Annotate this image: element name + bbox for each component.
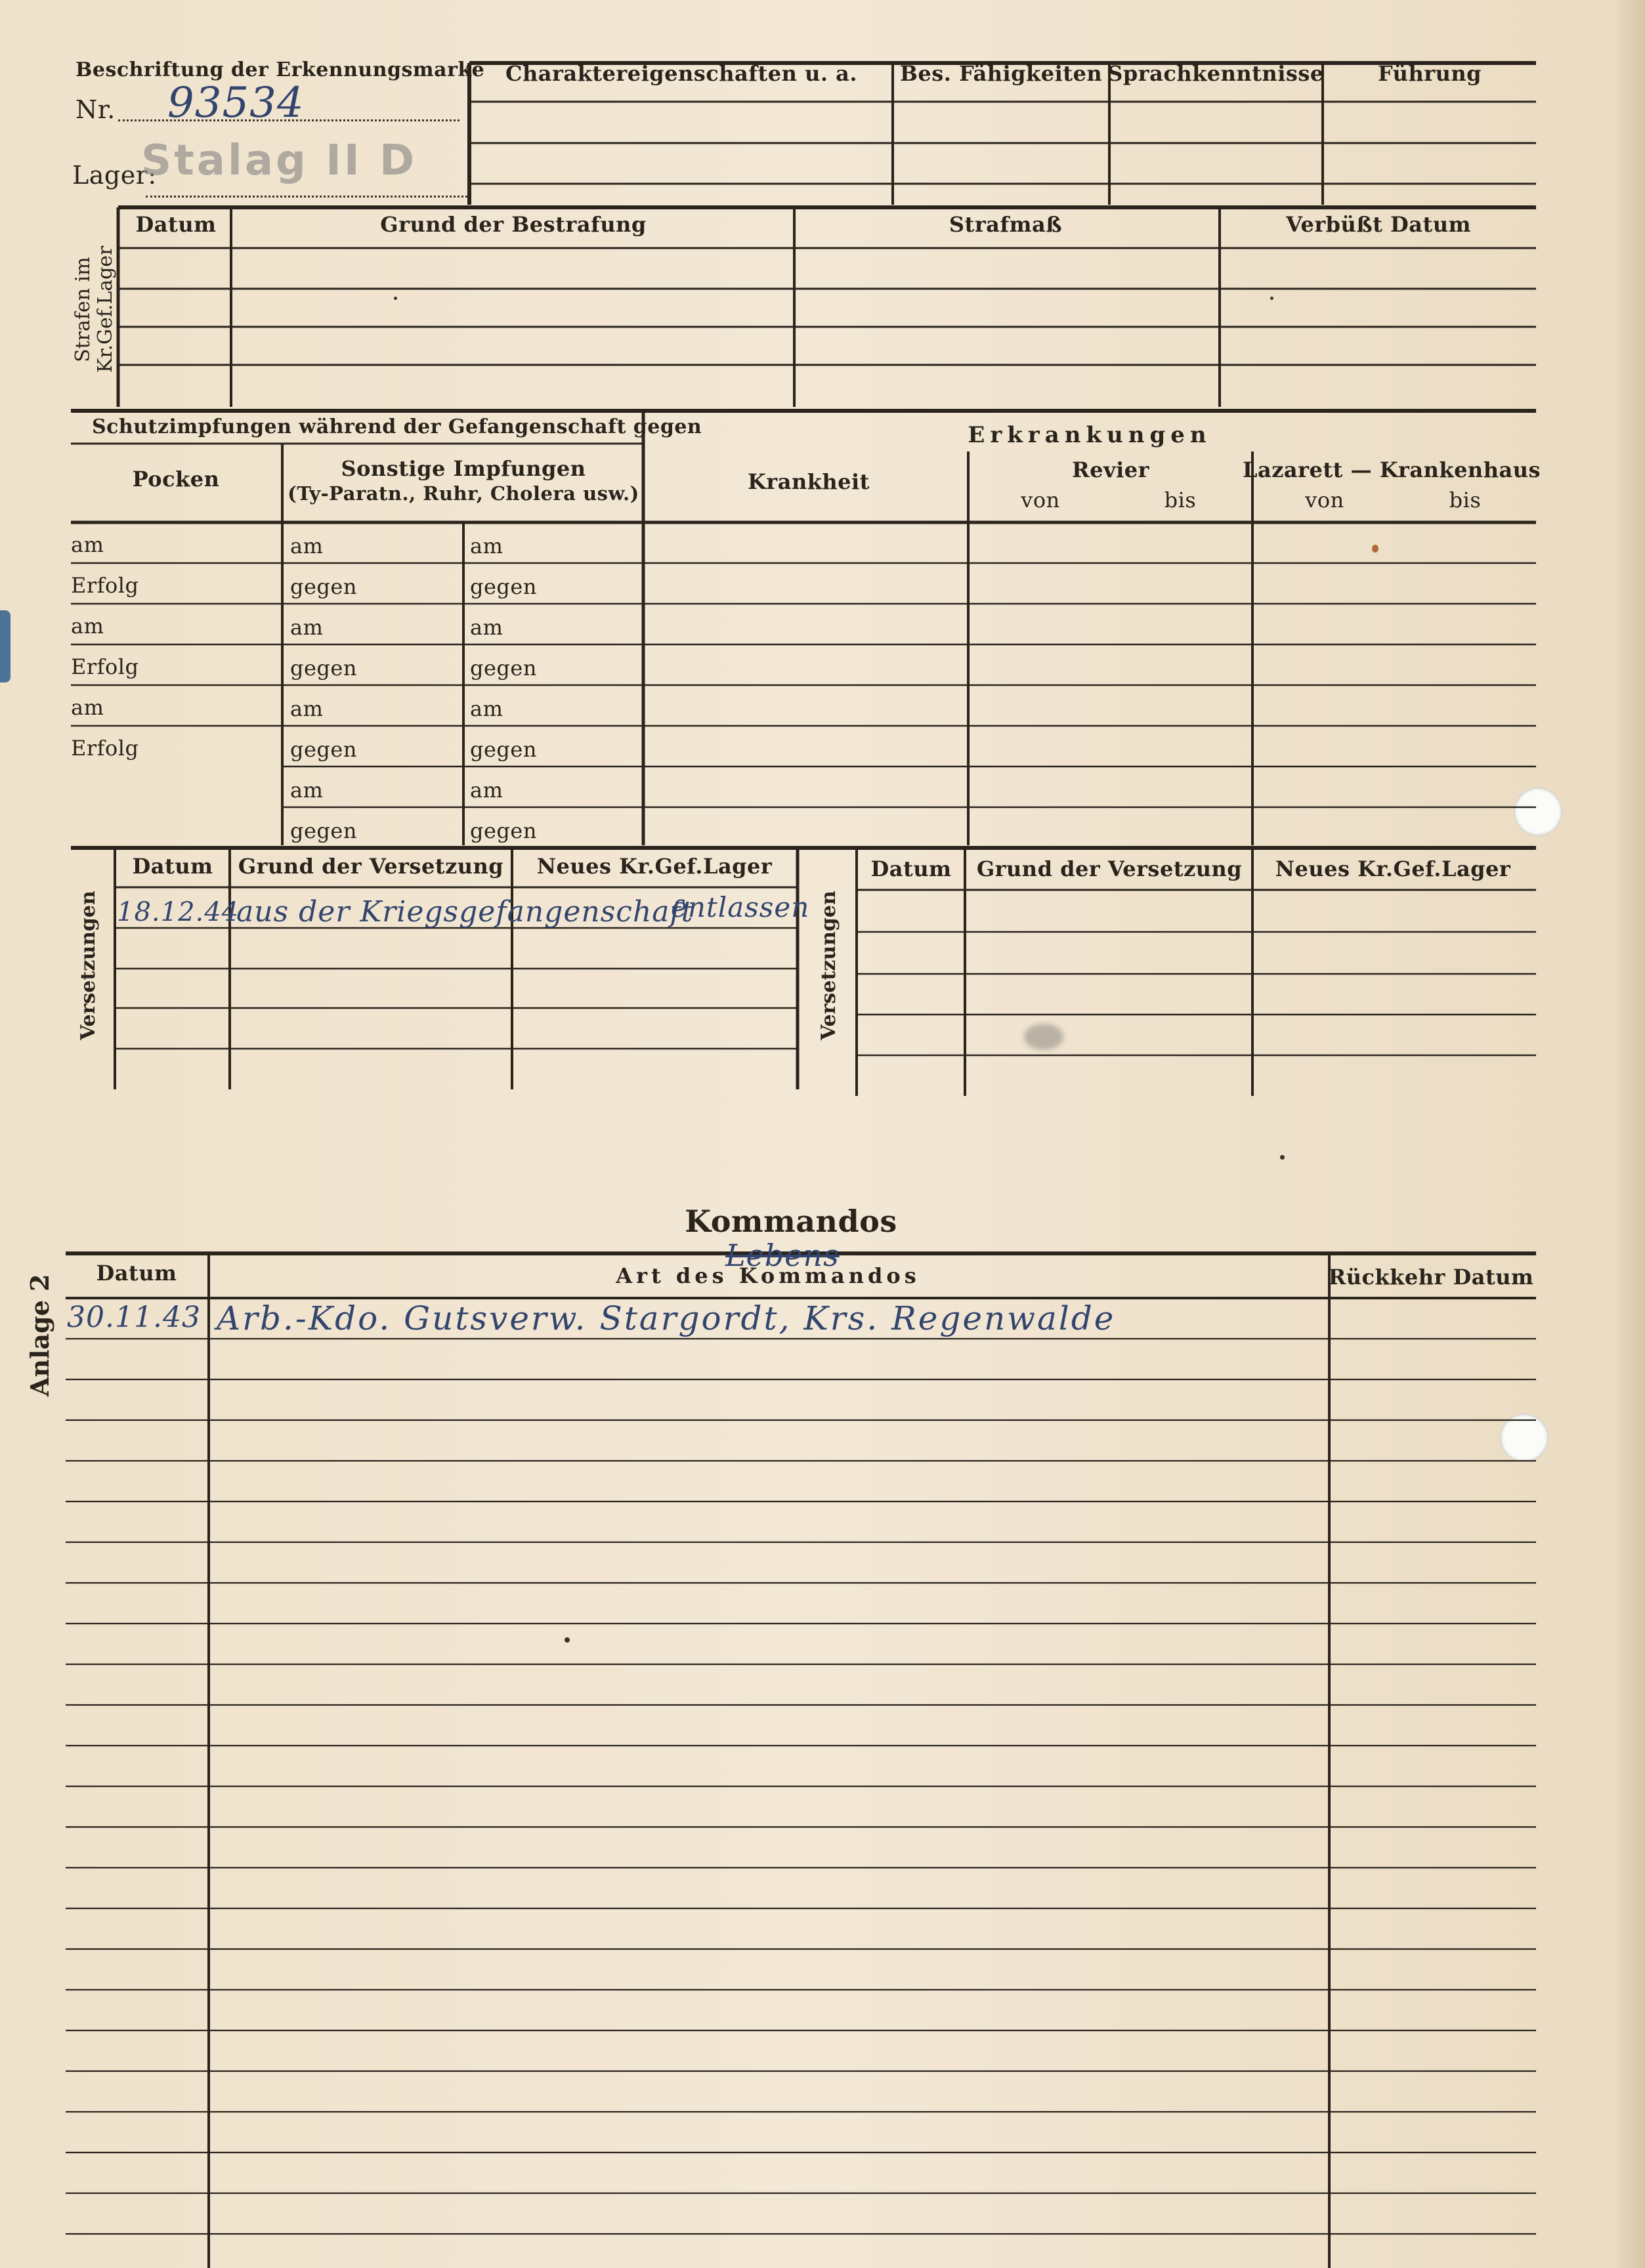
- impfungen-title: Schutzimpfungen während der Gefangenschaft gegen: [92, 415, 702, 438]
- versetzung-entry-datum: 18.12.44: [117, 897, 240, 927]
- lazarett-bis: bis: [1449, 488, 1482, 513]
- revier-header: Revier: [1072, 457, 1149, 482]
- sonstige-gegen-1a: gegen: [290, 574, 357, 599]
- sonstige-gegen-2a: gegen: [290, 656, 357, 681]
- versetzung-col-datum-left: Datum: [132, 854, 213, 879]
- revier-bis: bis: [1164, 488, 1197, 513]
- kommando-entry-art: Arb.-Kdo. Gutsverw. Stargordt, Krs. Regenwalde: [217, 1299, 1116, 1337]
- strafen-side-label-1: Strafen im: [72, 257, 95, 362]
- sonstige-am-4b: am: [470, 778, 503, 803]
- paper-speck: [565, 1637, 570, 1643]
- strafen-col-strafmass: Strafmaß: [949, 212, 1063, 237]
- lazarett-header: Lazarett — Krankenhaus: [1243, 457, 1541, 482]
- strafen-col-verbuesst: Verbüßt Datum: [1286, 212, 1471, 237]
- col-fuehrung: Führung: [1378, 61, 1482, 86]
- erkrankungen-title: Erkrankungen: [968, 422, 1212, 448]
- paper-speck: [394, 297, 397, 300]
- pocken-am-3: am: [71, 695, 104, 720]
- kommandos-col-art: Art des Kommandos: [616, 1263, 920, 1288]
- pocken-erfolg-3: Erfolg: [71, 736, 139, 761]
- sonstige-am-2b: am: [470, 615, 503, 640]
- paper-smudge: [1024, 1024, 1063, 1050]
- pocken-erfolg-2: Erfolg: [71, 654, 139, 679]
- sonstige-am-2a: am: [290, 615, 324, 640]
- versetzung-entry-lager: entlassen: [671, 891, 810, 923]
- pocken-erfolg-1: Erfolg: [71, 573, 139, 598]
- pocken-header: Pocken: [132, 467, 220, 492]
- versetzung-col-grund-left: Grund der Versetzung: [238, 854, 504, 879]
- lazarett-von: von: [1305, 488, 1344, 513]
- versetzung-col-lager-left: Neues Kr.Gef.Lager: [536, 854, 773, 879]
- kommandos-col-datum: Datum: [96, 1261, 177, 1286]
- sonstige-am-3a: am: [290, 696, 324, 721]
- versetzung-col-datum-right: Datum: [870, 856, 952, 881]
- versetzungen-side-label-left: Versetzungen: [77, 891, 100, 1040]
- kommando-entry-datum: 30.11.43: [67, 1301, 201, 1334]
- strafen-side-label-2: Kr.Gef.Lager: [94, 245, 117, 373]
- sonstige-gegen-2b: gegen: [470, 656, 537, 681]
- sonstige-header-1: Sonstige Impfungen: [341, 456, 586, 481]
- col-charakter: Charaktereigenschaften u. a.: [505, 61, 857, 86]
- sonstige-gegen-4b: gegen: [470, 818, 537, 843]
- sonstige-am-4a: am: [290, 778, 324, 803]
- col-sprachkenntnisse: Sprachkenntnisse: [1107, 61, 1324, 86]
- lager-label: Lager:: [72, 161, 157, 190]
- kommandos-struck-text: Lebens: [725, 1238, 840, 1273]
- krankheit-header: Krankheit: [748, 469, 870, 494]
- sonstige-am-1b: am: [470, 534, 503, 558]
- nr-label: Nr.: [75, 95, 116, 124]
- sonstige-header-2: (Ty-Paratn., Ruhr, Cholera usw.): [288, 482, 639, 505]
- strafen-col-grund: Grund der Bestrafung: [380, 212, 647, 237]
- kommandos-col-rueckkehr: Rückkehr Datum: [1328, 1265, 1534, 1290]
- versetzungen-side-label-right: Versetzungen: [817, 891, 840, 1040]
- versetzung-col-lager-right: Neues Kr.Gef.Lager: [1275, 856, 1511, 881]
- versetzung-col-grund-right: Grund der Versetzung: [976, 856, 1243, 881]
- sonstige-gegen-3b: gegen: [470, 737, 537, 762]
- col-faehigkeiten: Bes. Fähigkeiten: [899, 61, 1103, 86]
- paper-speck: [1372, 545, 1378, 553]
- paper-speck: [1270, 297, 1273, 300]
- versetzung-entry-grund: aus der Kriegsgefangenschaft: [236, 895, 694, 929]
- sonstige-gegen-3a: gegen: [290, 737, 357, 762]
- lager-dotted-line: [146, 196, 467, 198]
- nr-value: 93534: [167, 79, 305, 127]
- strafen-col-datum: Datum: [135, 212, 217, 237]
- revier-von: von: [1021, 488, 1060, 513]
- sonstige-am-1a: am: [290, 534, 324, 558]
- sonstige-am-3b: am: [470, 696, 503, 721]
- pocken-am-1: am: [71, 532, 104, 557]
- paper-speck: [1280, 1155, 1285, 1160]
- pocken-am-2: am: [71, 614, 104, 639]
- sonstige-gegen-1b: gegen: [470, 574, 537, 599]
- lager-stamp: Stalag II D: [141, 136, 417, 185]
- kommandos-title: Kommandos: [685, 1204, 897, 1239]
- sonstige-gegen-4a: gegen: [290, 818, 357, 843]
- erkennungsmarke-label: Beschriftung der Erkennungsmarke: [75, 58, 485, 81]
- anlage-label: Anlage 2: [25, 1274, 54, 1396]
